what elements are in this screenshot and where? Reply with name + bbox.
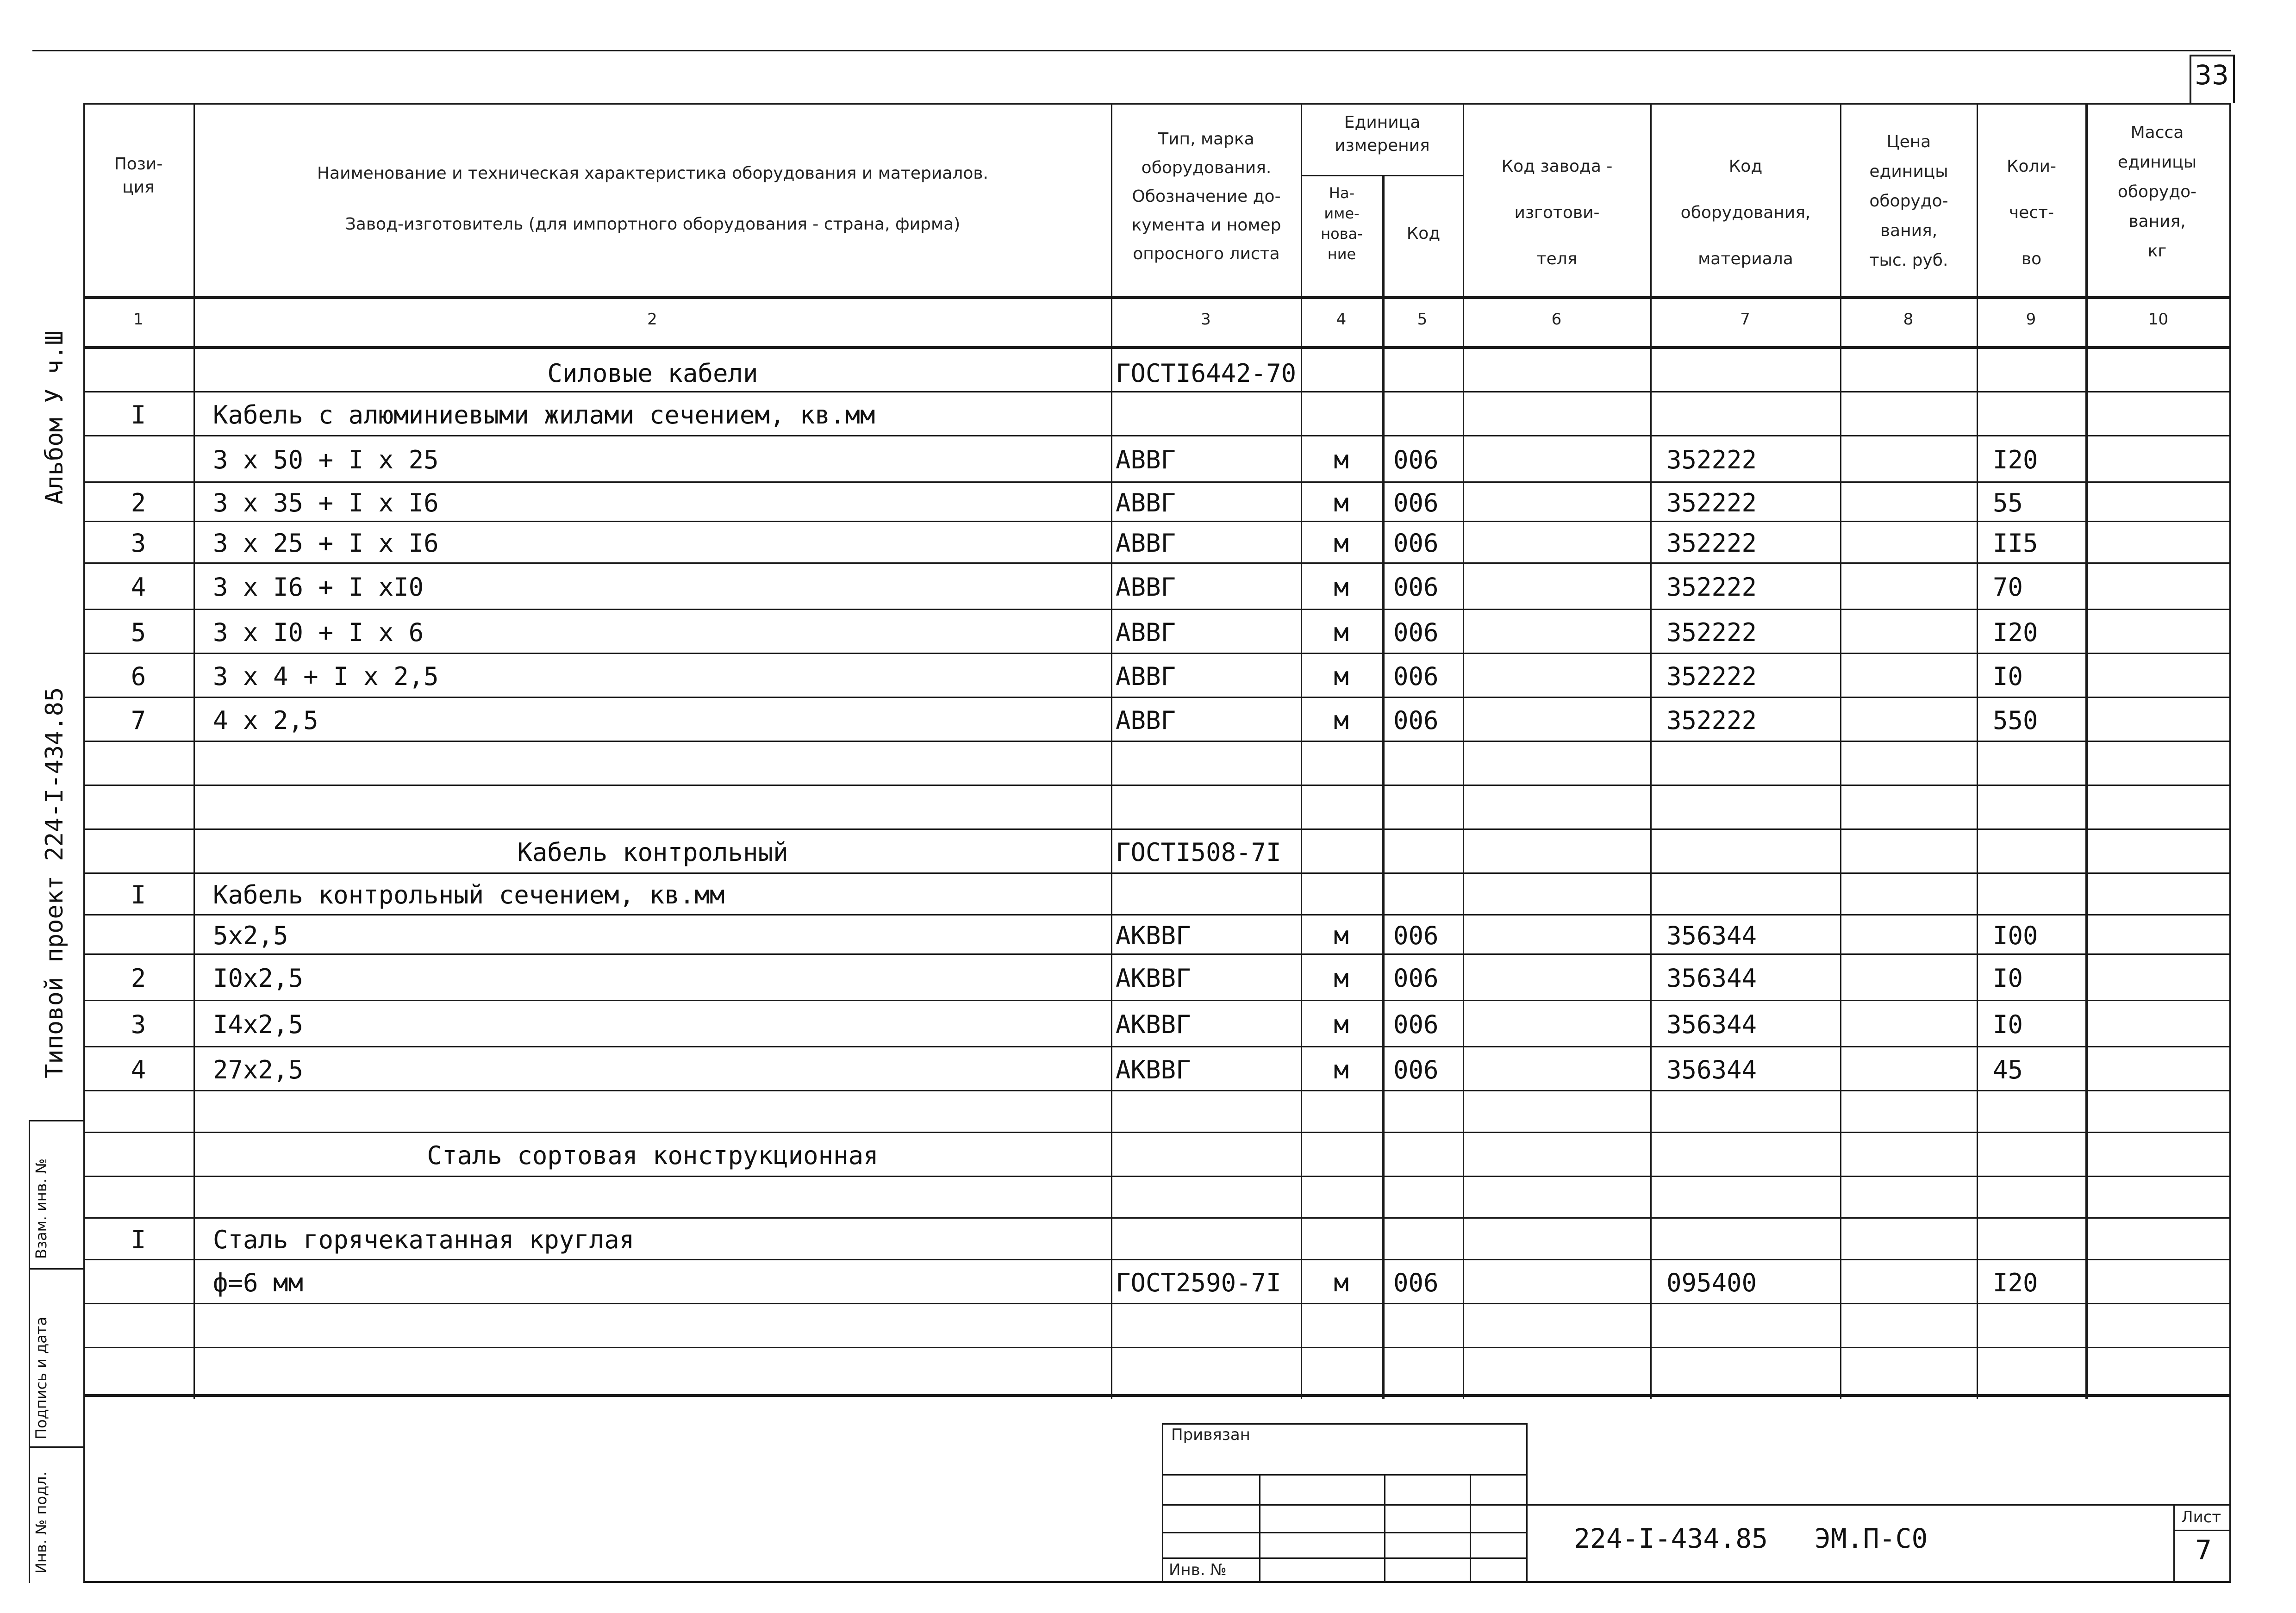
cell-type: АКВВГ <box>1116 921 1191 950</box>
row-divider <box>83 1046 2231 1047</box>
colnum-3: 3 <box>1201 310 1211 329</box>
cell-type: АКВВГ <box>1116 1010 1191 1039</box>
col-line-8 <box>1977 103 1978 1399</box>
cell-code: 006 <box>1393 705 1439 735</box>
cell-type: АКВВГ <box>1116 964 1191 993</box>
cell-name: 4 x 2,5 <box>213 705 318 735</box>
stamp-line <box>1162 1532 1528 1533</box>
colnum-5: 5 <box>1417 310 1428 329</box>
row-divider <box>83 609 2231 610</box>
header-position: Пози- ция <box>114 155 163 197</box>
row-divider <box>83 1132 2231 1133</box>
page-number: 33 <box>2195 59 2229 91</box>
cell-unit: м <box>1334 705 1349 735</box>
cell-qty: 70 <box>1993 573 2023 602</box>
bound-label: Привязан <box>1171 1426 1250 1444</box>
cell-unit: м <box>1334 1268 1349 1297</box>
sidebar-stamp-line <box>29 1120 84 1121</box>
cell-pos: 4 <box>131 1055 146 1084</box>
row-divider <box>83 1259 2231 1260</box>
cell-qty: I00 <box>1993 921 2038 950</box>
cell-unit: м <box>1334 573 1349 602</box>
cell-equip: 352222 <box>1666 445 1757 474</box>
cell-pos: 4 <box>131 573 146 602</box>
row-divider <box>83 1347 2231 1348</box>
cell-pos: 3 <box>131 529 146 558</box>
col-line-6 <box>1650 103 1652 1399</box>
cell-code: 006 <box>1393 617 1439 647</box>
cell-equip: 356344 <box>1666 921 1757 950</box>
row-divider <box>83 697 2231 698</box>
header-qty: Коли- чест- во <box>2007 157 2056 268</box>
col-line-1 <box>193 103 195 1399</box>
row-divider <box>83 481 2231 483</box>
cell-qty: II5 <box>1993 529 2038 558</box>
cell-code: 006 <box>1393 573 1439 602</box>
cell-code: 006 <box>1393 921 1439 950</box>
cell-name: 3 x 25 + I x I6 <box>213 529 439 558</box>
row-divider <box>83 391 2231 392</box>
cell-qty: I0 <box>1993 661 2023 691</box>
stamp-label-sign: Подпись и дата <box>32 1316 50 1439</box>
row-divider <box>83 828 2231 830</box>
cell-equip: 352222 <box>1666 617 1757 647</box>
cell-type: АКВВГ <box>1116 1055 1191 1084</box>
cell-name: Кабель контрольный сечением, кв.мм <box>213 880 725 909</box>
colnum-9: 9 <box>2026 310 2036 329</box>
header-unit-name: На- име- нова- ние <box>1321 184 1363 263</box>
sheet-label: Лист <box>2181 1508 2221 1526</box>
row-divider <box>83 785 2231 786</box>
cell-unit: м <box>1334 529 1349 558</box>
row-divider <box>83 1176 2231 1177</box>
row-divider <box>83 914 2231 915</box>
cell-pos: 2 <box>131 488 146 517</box>
colnum-1: 1 <box>133 310 144 329</box>
cell-equip: 356344 <box>1666 1055 1757 1084</box>
cell-pos: 3 <box>131 1010 146 1039</box>
header-mass: Масса единицы оборудо- вания, кг <box>2117 123 2197 261</box>
cell-qty: I20 <box>1993 617 2038 647</box>
cell-unit: м <box>1334 1055 1349 1084</box>
cell-code: 006 <box>1393 1268 1439 1297</box>
cell-name: 3 x 4 + I x 2,5 <box>213 661 439 691</box>
col-line-4 <box>1382 175 1385 1399</box>
cell-type: ГОСТI508-7I <box>1116 837 1281 867</box>
cell-unit: м <box>1334 661 1349 691</box>
colnum-bottom-line <box>83 346 2231 349</box>
stamp-col <box>1470 1474 1471 1583</box>
header-bottom-line <box>83 296 2231 299</box>
inv-label: Инв. № <box>1169 1561 1227 1579</box>
cell-name: Сталь сортовая конструкционная <box>427 1140 879 1170</box>
cell-pos: I <box>131 400 146 430</box>
cell-qty: I0 <box>1993 964 2023 993</box>
stamp-col <box>1259 1474 1260 1583</box>
cell-pos: 7 <box>131 705 146 735</box>
header-unit-code: Код <box>1406 224 1441 243</box>
sheet-line <box>2173 1530 2231 1531</box>
cell-pos: I <box>131 1225 146 1254</box>
cell-unit: м <box>1334 445 1349 474</box>
cell-name: 3 x I0 + I x 6 <box>213 617 424 647</box>
header-price: Цена единицы оборудо- вания, тыс. руб. <box>1869 132 1948 270</box>
row-divider <box>83 741 2231 742</box>
cell-name: 3 x 35 + I x I6 <box>213 488 439 517</box>
cell-code: 006 <box>1393 964 1439 993</box>
cell-type: ГОСТ2590-7I <box>1116 1268 1281 1297</box>
cell-qty: 550 <box>1993 705 2038 735</box>
cell-pos: 2 <box>131 964 146 993</box>
row-divider <box>83 1090 2231 1091</box>
cell-code: 006 <box>1393 1055 1439 1084</box>
cell-pos: 6 <box>131 661 146 691</box>
cell-name: Кабель контрольный <box>517 837 788 867</box>
header-type: Тип, марка оборудования. Обозначение до- кумента и номер опросного листа <box>1131 130 1281 263</box>
stamp-line <box>1162 1504 1528 1506</box>
cell-name: Кабель с алюминиевыми жилами сечением, кв.мм <box>213 400 875 430</box>
col-line-2 <box>1111 103 1112 1399</box>
row-divider <box>83 653 2231 654</box>
cell-equip: 356344 <box>1666 964 1757 993</box>
doc-mark: ЭМ.П-С0 <box>1815 1523 1928 1554</box>
cell-equip: 352222 <box>1666 661 1757 691</box>
cell-equip: 352222 <box>1666 488 1757 517</box>
cell-unit: м <box>1334 964 1349 993</box>
cell-code: 006 <box>1393 445 1439 474</box>
row-divider <box>83 953 2231 955</box>
col-line-7 <box>1840 103 1841 1399</box>
colnum-4: 4 <box>1336 310 1347 329</box>
cell-equip: 095400 <box>1666 1268 1757 1297</box>
cell-qty: I20 <box>1993 445 2038 474</box>
cell-type: АВВГ <box>1116 445 1176 474</box>
colnum-7: 7 <box>1740 310 1750 329</box>
cell-code: 006 <box>1393 529 1439 558</box>
stamp-line <box>1162 1474 1528 1476</box>
row-divider <box>83 872 2231 874</box>
cell-name: 3 x I6 + I xI0 <box>213 573 424 602</box>
top-rule <box>32 50 2231 51</box>
sidebar-stamp-left <box>29 1120 30 1583</box>
cell-qty: I0 <box>1993 1010 2023 1039</box>
cell-type: ГОСТI6442-70 <box>1116 358 1297 388</box>
colnum-8: 8 <box>1903 310 1914 329</box>
sidebar-album: Альбом У ч.Ш <box>41 330 69 504</box>
sheet-col <box>2173 1504 2175 1583</box>
cell-code: 006 <box>1393 488 1439 517</box>
cell-type: АВВГ <box>1116 705 1176 735</box>
row-divider <box>83 1217 2231 1219</box>
cell-type: АВВГ <box>1116 573 1176 602</box>
cell-pos: I <box>131 880 146 909</box>
cell-name: 5x2,5 <box>213 921 288 950</box>
header-factory-code: Код завода - изготови- теля <box>1501 157 1613 268</box>
doc-code: 224-I-434.85 <box>1574 1523 1768 1554</box>
cell-type: АВВГ <box>1116 529 1176 558</box>
row-divider <box>83 1303 2231 1304</box>
cell-code: 006 <box>1393 661 1439 691</box>
cell-unit: м <box>1334 921 1349 950</box>
colnum-6: 6 <box>1551 310 1562 329</box>
colnum-10: 10 <box>2148 310 2169 329</box>
row-divider <box>83 562 2231 564</box>
cell-pos: 5 <box>131 617 146 647</box>
cell-equip: 352222 <box>1666 705 1757 735</box>
cell-name: 3 x 50 + I x 25 <box>213 445 439 474</box>
cell-unit: м <box>1334 488 1349 517</box>
cell-equip: 352222 <box>1666 573 1757 602</box>
row-divider <box>83 1000 2231 1001</box>
header-name: Наименование и техническая характеристика оборудования и материалов. Завод-изготовитель (для импортного оборудования - страна, фирма) <box>317 164 989 234</box>
header-equip-code: Код оборудования, материала <box>1680 157 1811 268</box>
sidebar-stamp-line <box>29 1446 84 1448</box>
cell-code: 006 <box>1393 1010 1439 1039</box>
stamp-line-main <box>1528 1504 2231 1506</box>
cell-type: АВВГ <box>1116 661 1176 691</box>
cell-name: Сталь горячекатанная круглая <box>213 1225 635 1254</box>
stamp-line <box>1162 1557 1528 1559</box>
cell-qty: 55 <box>1993 488 2023 517</box>
col-line-3 <box>1301 103 1302 1399</box>
row-divider <box>83 521 2231 522</box>
sidebar-stamp-line <box>29 1268 84 1270</box>
cell-name: ф=6 мм <box>213 1268 304 1297</box>
colnum-2: 2 <box>647 310 657 329</box>
cell-name: 27x2,5 <box>213 1055 304 1084</box>
cell-unit: м <box>1334 1010 1349 1039</box>
cell-name: I0x2,5 <box>213 964 304 993</box>
body-bottom-line <box>83 1394 2231 1397</box>
sheet-number: 7 <box>2195 1534 2212 1566</box>
cell-qty: I20 <box>1993 1268 2038 1297</box>
cell-type: АВВГ <box>1116 617 1176 647</box>
header-unit: Единица измерения <box>1335 113 1430 155</box>
cell-name: Силовые кабели <box>547 358 758 388</box>
cell-name: I4x2,5 <box>213 1010 304 1039</box>
title-block-frame <box>1162 1423 1528 1583</box>
cell-equip: 352222 <box>1666 529 1757 558</box>
stamp-col <box>1384 1474 1385 1583</box>
col-line-9 <box>2085 103 2088 1399</box>
cell-unit: м <box>1334 617 1349 647</box>
stamp-label-replace: Взам. инв. № <box>32 1158 50 1259</box>
col-line-5 <box>1463 103 1464 1399</box>
row-divider <box>83 435 2231 436</box>
cell-qty: 45 <box>1993 1055 2023 1084</box>
cell-equip: 356344 <box>1666 1010 1757 1039</box>
stamp-label-orig: Инв. № подл. <box>32 1471 50 1574</box>
sidebar-project: Типовой проект 224-I-434.85 <box>41 687 69 1078</box>
cell-type: АВВГ <box>1116 488 1176 517</box>
